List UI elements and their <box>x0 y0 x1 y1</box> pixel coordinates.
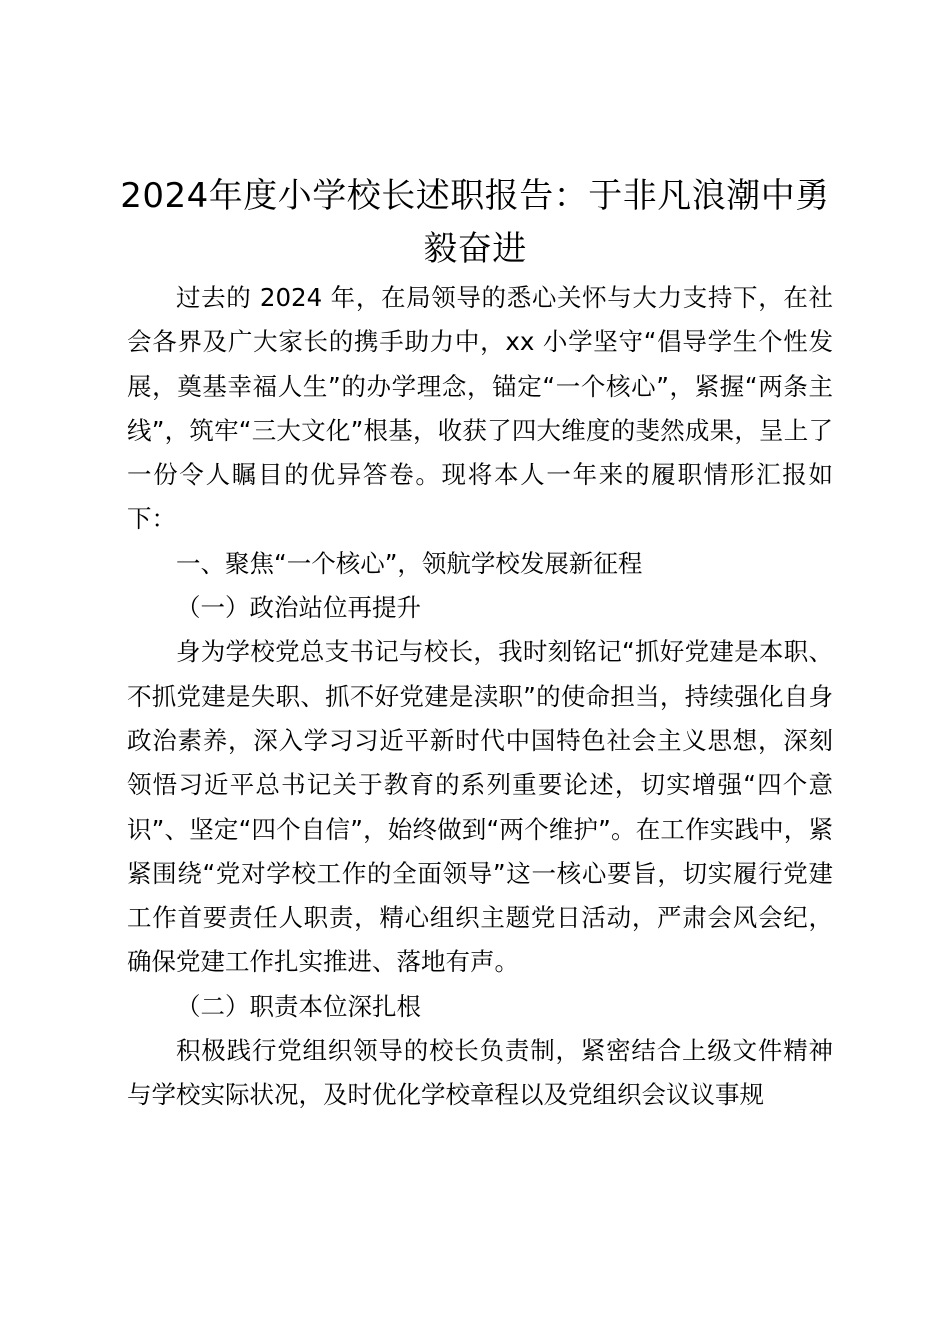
intro-paragraph: 过去的 2024 年，在局领导的悉心关怀与大力支持下，在社会各界及广大家长的携手助力中，xx 小学坚守“倡导学生个性发展，奠基幸福人生”的办学理念，锚定“一个核心”，紧握“两条主线”，筑牢“三大文化”根基，收获了四大维度的斐然成果，呈上了一份令人瞩目的优异答卷。现将本人一年来的履职情形汇报如下： <box>127 283 833 534</box>
body-paragraph-2: 积极践行党组织领导的校长负责制，紧密结合上级文件精神与学校实际状况，及时优化学校章程以及党组织会议议事规 <box>127 1036 833 1110</box>
subsection-heading-2: （二）职责本位深扎根 <box>176 991 421 1021</box>
section-heading-1: 一、聚焦“一个核心”，领航学校发展新征程 <box>176 548 643 578</box>
subsection-heading-1: （一）政治站位再提升 <box>176 593 421 623</box>
document-title: 2024年度小学校长述职报告：于非凡浪潮中勇毅奋进 <box>120 176 830 269</box>
body-paragraph-1: 身为学校党总支书记与校长，我时刻铭记“抓好党建是本职、不抓党建是失职、抓不好党建是渎职”的使命担当，持续强化自身政治素养，深入学习习近平新时代中国特色社会主义思想，深刻领悟习近平总书记关于教育的系列重要论述，切实增强“四个意识”、坚定“四个自信”，始终做到“两个维护”。在工作实践中，紧紧围绕“党对学校工作的全面领导”这一核心要旨，切实履行党建工作首要责任人职责，精心组织主题党日活动，严肃会风会纪，确保党建工作扎实推进、落地有声。 <box>127 637 833 977</box>
document-body <box>127 276 833 1118</box>
